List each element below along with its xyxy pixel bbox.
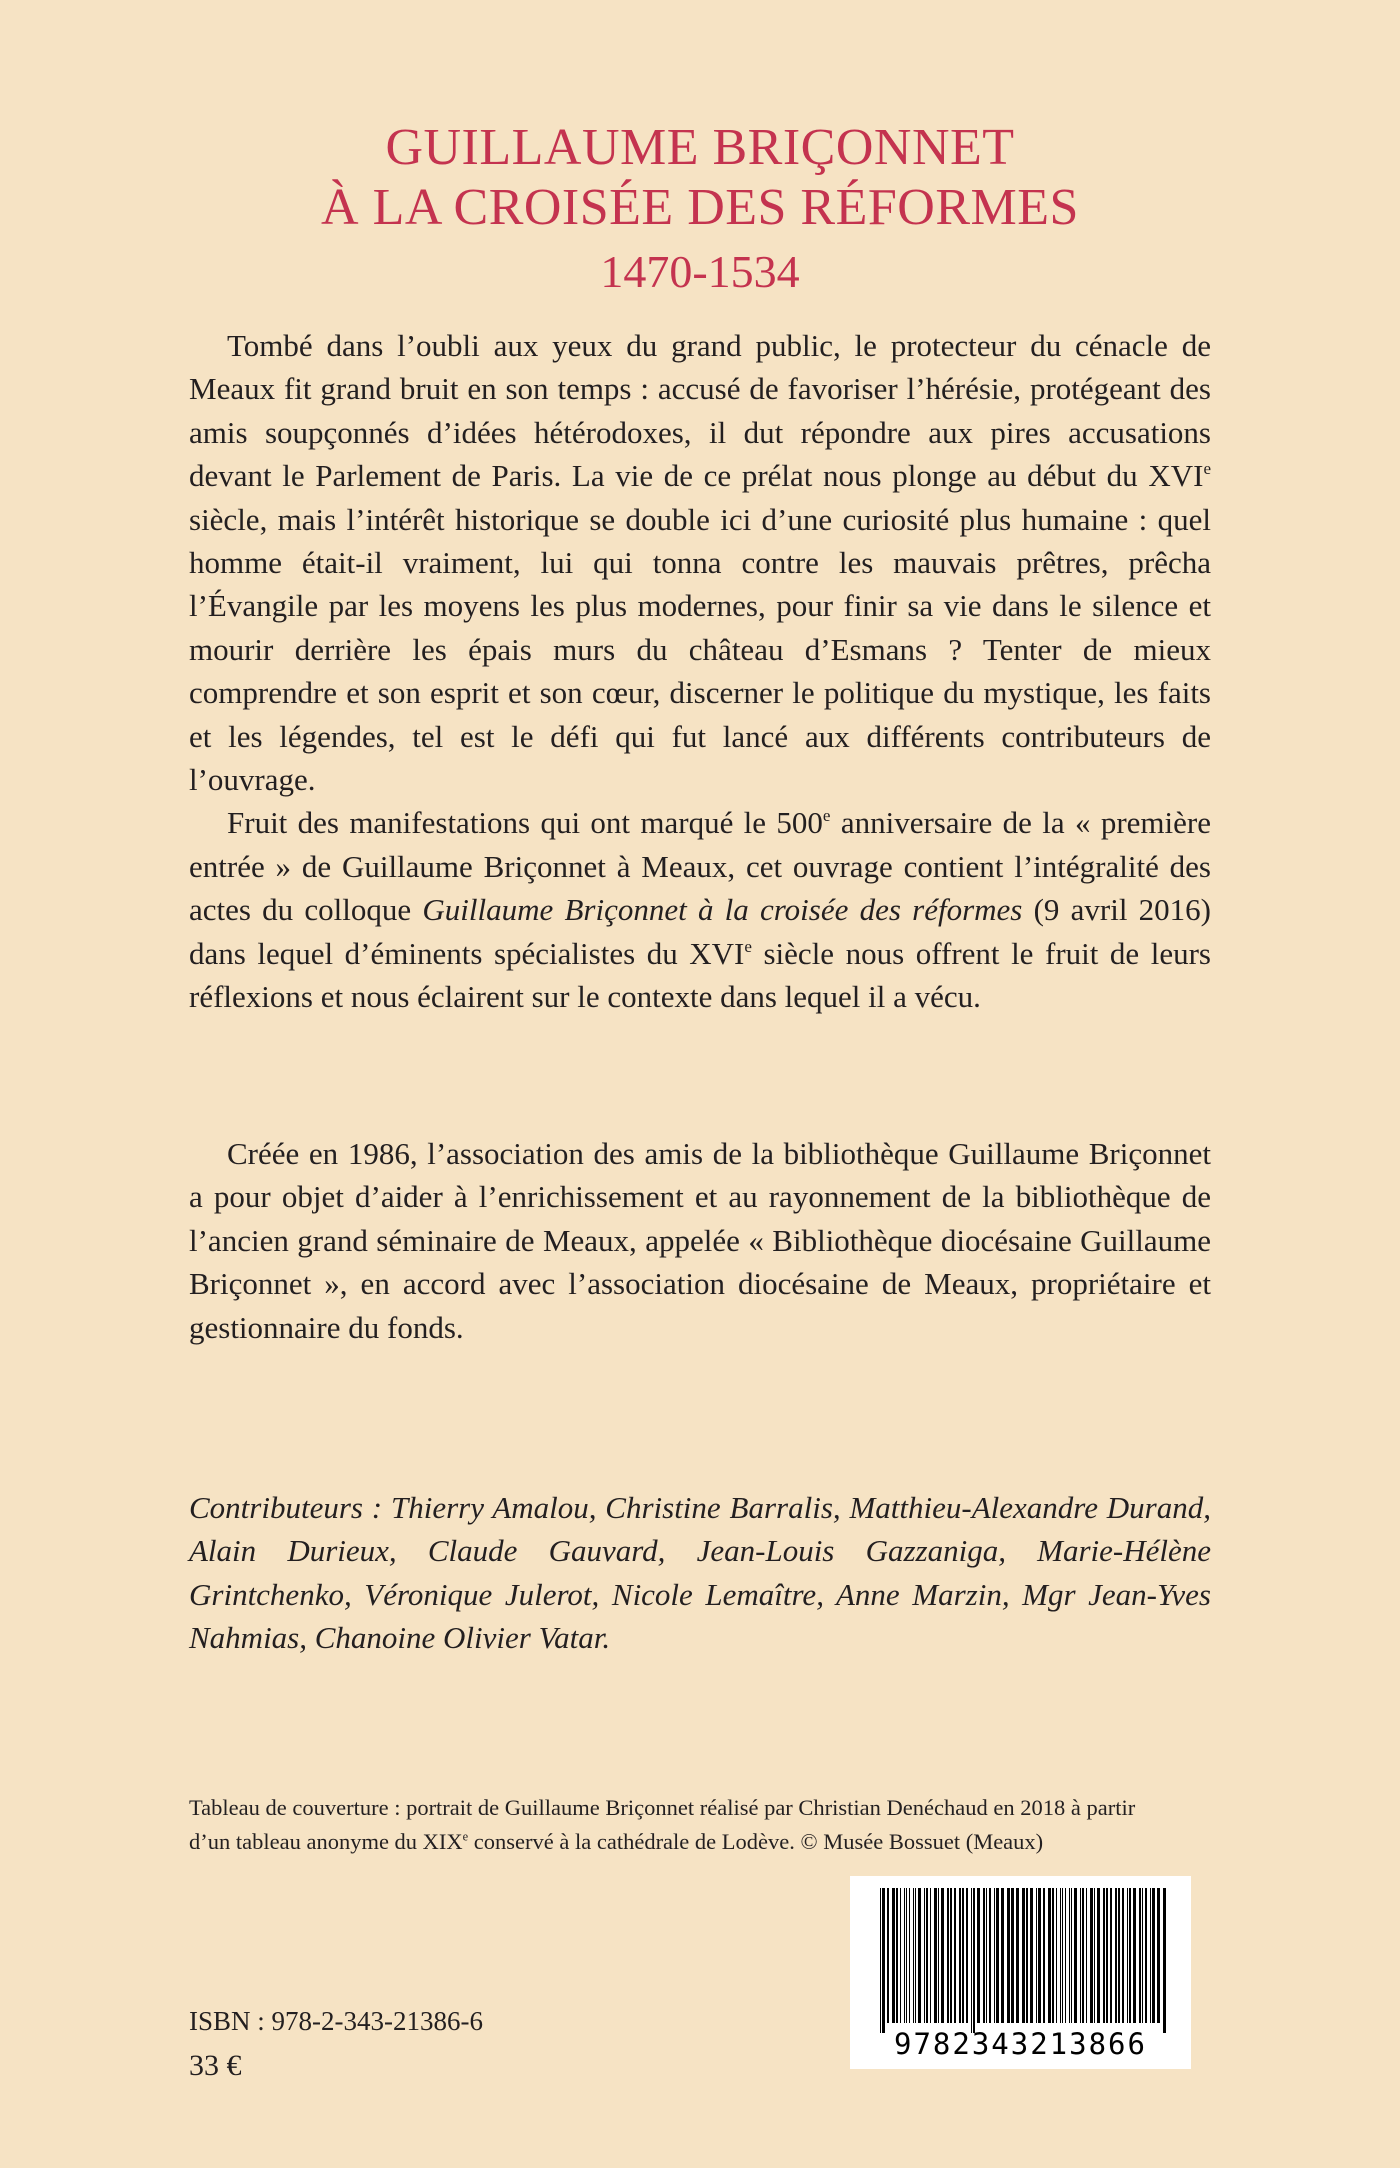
barcode-bar [1133,1888,1136,2023]
blurb-p1-text-a: Tombé dans l’oubli aux yeux du grand public, le protecteur du cénacle de Meaux fit grand bruit en son temps : accusé de favoriser l’hérésie, protégeant des amis soupçonnés d’idées hétérodoxes, il dut répondre aux pires accusations devant le Parlement de Paris. La vie de ce prélat nous plonge au début du XVI [189,328,1211,494]
barcode-bar [1036,1888,1037,2023]
barcode-bar [1074,1888,1077,2023]
barcode-bar [906,1888,907,2023]
barcode-bar [947,1888,949,2023]
blurb-p2-text-d: siècle nous offrent le fruit de leurs réflexions et nous éclairent sur le contexte dans lequel il a vécu. [189,935,1211,1015]
blurb-p2-superscript-2: e [744,936,752,956]
barcode-bar [930,1888,931,2023]
barcode-bar [1060,1888,1061,2023]
isbn: ISBN : 978-2-343-21386-6 [189,2006,483,2036]
barcode-bar [1152,1888,1155,2023]
barcode-bar [904,1888,905,2023]
barcode-bar [1011,1888,1014,2023]
barcode-bar [977,1888,980,2023]
barcode-bar [941,1888,944,2023]
blurb-p2-text-a: Fruit des manifestations qui ont marqué le 500 [227,805,823,841]
blurb-paragraph-2 [189,801,1211,1018]
barcode-bar [1056,1888,1057,2023]
barcode-bar [1043,1888,1045,2023]
barcode-bar [966,1888,968,2023]
barcode-bar [1038,1888,1041,2023]
barcode-bar [1150,1888,1151,2023]
blurb-p2-superscript-1: e [822,806,831,826]
barcode-bar [1062,1888,1063,2023]
barcode-bar [913,1888,914,2023]
barcode-bar [892,1888,895,2023]
barcode-bar [1145,1888,1147,2023]
credits-line-2-text-b: conservé à la cathédrale de Lodève. © Musée Bossuet (Meaux) [468,1829,1044,1854]
barcode-bar [915,1888,916,2023]
barcode-bar [1080,1888,1081,2023]
blurb-p1-text-b: siècle, mais l’intérêt historique se double ici d’une curiosité plus humaine : quel homme était-il vraiment, lui qui tonna contre les mauvais prêtres, prêcha l’Évangile par les moyens les plus modernes, pour finir sa vie dans le silence et mourir derrière les épais murs du château d’Esmans ? Tenter de mieux comprendre et son esprit et son cœur, discerner le politique du mystique, les faits et les légendes, tel est le défi qui fut lancé aux différents contributeurs de l’ouvrage. [189,501,1211,798]
credits-superscript: e [462,1829,469,1844]
barcode-bar [1103,1888,1105,2023]
blurb-p2-text-b: anniversaire de la « première entrée » de Guillaume Briçonnet à Meaux, cet ouvrage contient l’intégralité des actes du colloque [189,805,1211,928]
barcode-bar [1030,1888,1033,2023]
barcode-bar [973,1888,975,2033]
barcode-bar [1163,1888,1166,2033]
barcode-bar [1110,1888,1112,2023]
barcode-bar [887,1888,889,2023]
barcode-bar [1127,1888,1128,2023]
blurb-paragraph-1 [189,324,1211,801]
barcode-bar [1022,1888,1025,2023]
barcode-bar [938,1888,939,2023]
cover-credits [189,1791,1189,1859]
barcode-bar [1106,1888,1108,2023]
association-description [189,1132,1211,1349]
barcode-bar [880,1888,881,2033]
barcode-bar [962,1888,964,2023]
barcode-bar [909,1888,910,2023]
book-title [0,118,1400,304]
barcode-bar [918,1888,921,2023]
barcode-bar [934,1888,937,2023]
contributors-paragraph: Contributeurs : Thierry Amalou, Christine Barralis, Matthieu-Alexandre Durand, Alain Durieux, Claude Gauvard, Jean-Louis Gazzaniga, Marie-Hélène Grintchenko, Véronique Julerot, Nicole Lemaître, Anne Marzin, Mgr Jean-Yves Nahmias, Chanoine Olivier Vatar. [189,1490,1211,1656]
barcode-bar [1026,1888,1028,2023]
blurb-p2-text-c: (9 avril 2016) dans lequel d’éminents spécialistes du XVI [189,892,1211,971]
barcode-bar [1086,1888,1087,2023]
barcode-bar [959,1888,961,2023]
barcode-bar [1118,1888,1120,2023]
barcode-bar [1090,1888,1093,2023]
barcode-bar [1115,1888,1117,2023]
barcode-bar [1097,1888,1100,2023]
barcode-bar [1069,1888,1070,2023]
title-years: 1470-1534 [600,246,800,297]
barcode-bar [1071,1888,1072,2023]
barcode-bar [926,1888,928,2023]
barcode-bar [1139,1888,1141,2023]
barcode-bar [971,1888,972,2033]
price: 33 € [189,2049,242,2082]
credits-line-2-text-a: d’un tableau anonyme du XIX [189,1829,463,1854]
barcode-bar [900,1888,901,2023]
barcode-bar [950,1888,952,2023]
barcode-bar [989,1888,991,2023]
back-cover-blurb [189,324,1211,1019]
credits-line-2 [189,1825,1189,1859]
barcode-digits: 9782343213866 [894,2027,1147,2061]
blurb-p1-superscript: e [1203,459,1211,479]
barcode-bar [1001,1888,1004,2023]
barcode [850,1876,1191,2069]
barcode-bar [986,1888,987,2023]
barcode-bar [996,1888,999,2023]
barcode-bar [1142,1888,1143,2023]
barcode-bar [994,1888,995,2023]
barcode-bar [1157,1888,1160,2023]
contributors-list [189,1486,1211,1660]
barcode-bar [1082,1888,1084,2023]
title-line-1: GUILLAUME BRIÇONNET [385,119,1015,176]
barcode-bar [1065,1888,1066,2023]
colloquium-title: Guillaume Briçonnet à la croisée des réformes [422,892,1023,928]
barcode-bar [1122,1888,1124,2023]
credits-line-1: Tableau de couverture : portrait de Guillaume Briçonnet réalisé par Christian Denéchaud en 2018 à partir [189,1795,1136,1820]
barcode-bar [924,1888,925,2023]
barcode-bar [1048,1888,1051,2023]
barcode-bar [1094,1888,1095,2023]
barcode-bar [1129,1888,1131,2023]
barcode-bar [1007,1888,1010,2023]
barcode-bar [954,1888,956,2023]
barcode-bar [1052,1888,1054,2023]
barcode-bar [882,1888,885,2033]
barcode-bar [983,1888,985,2023]
barcode-bar [1016,1888,1019,2023]
association-paragraph: Créée en 1986, l’association des amis de la bibliothèque Guillaume Briçonnet a pour objet d’aider à l’enrichissement et au rayonnement de la bibliothèque de l’ancien grand séminaire de Meaux, appelée « Bibliothèque diocésaine Guillaume Briçonnet », en accord avec l’association diocésaine de Meaux, propriétaire et gestionnaire du fonds. [189,1136,1211,1345]
barcode-bar [896,1888,898,2023]
title-line-2: À LA CROISÉE DES RÉFORMES [321,179,1079,236]
